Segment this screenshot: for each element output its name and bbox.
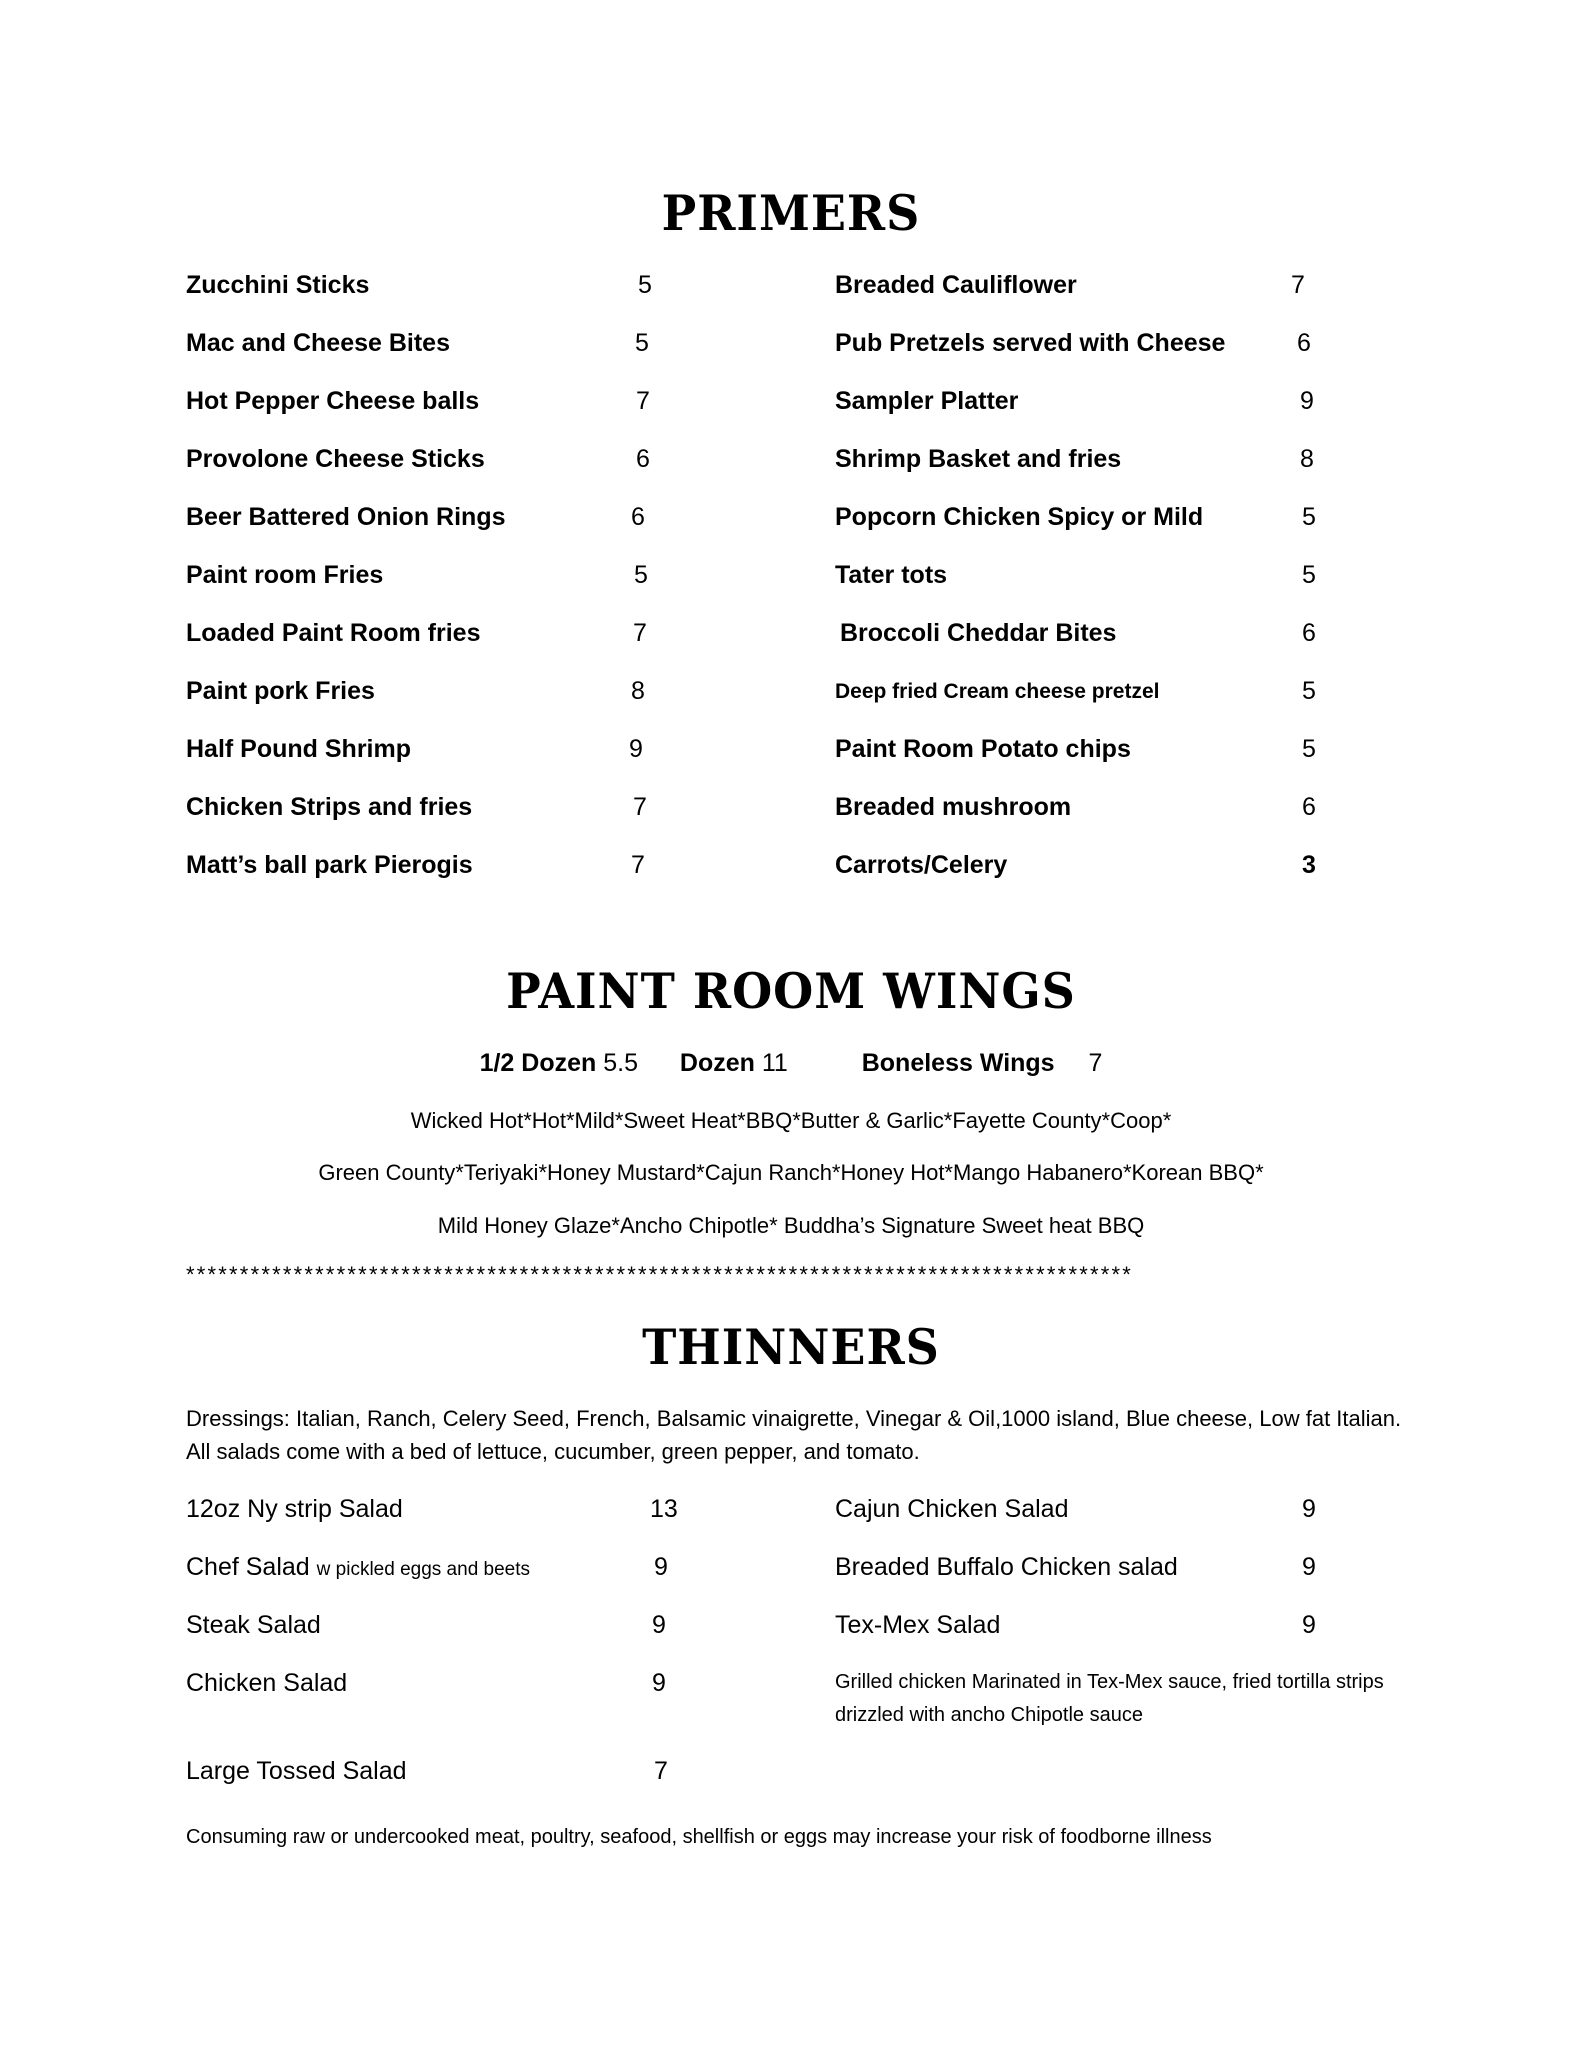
primer-item-name: Half Pound Shrimp <box>186 735 411 763</box>
primer-item-name: Sampler Platter <box>835 387 1019 415</box>
primer-item-name: Zucchini Sticks <box>186 271 370 299</box>
primer-item-price: 7 <box>631 851 645 879</box>
primer-item-price: 6 <box>636 445 650 473</box>
salad-item-price: 9 <box>652 1669 666 1697</box>
primer-item-name: Loaded Paint Room fries <box>186 619 481 647</box>
primer-item-name: Matt’s ball park Pierogis <box>186 851 473 879</box>
salad-item-name <box>186 1552 530 1585</box>
primer-item-name: Breaded mushroom <box>835 793 1072 821</box>
salad-item-name: Cajun Chicken Salad <box>835 1495 1069 1523</box>
primer-item-name: Mac and Cheese Bites <box>186 329 450 357</box>
salad-item-name-text: Chef Salad <box>186 1553 310 1581</box>
primer-item-price: 5 <box>1302 677 1316 705</box>
primer-item-price: 7 <box>633 793 647 821</box>
primer-item-price: 3 <box>1302 851 1316 879</box>
salad-item-price: 9 <box>1302 1495 1316 1523</box>
primer-item-price: 6 <box>1302 793 1316 821</box>
primer-item-name: Deep fried Cream cheese pretzel <box>835 680 1160 703</box>
primer-item-name: Chicken Strips and fries <box>186 793 473 821</box>
salad-item-name: Tex-Mex Salad <box>835 1611 1001 1639</box>
primer-item-price: 5 <box>634 561 648 589</box>
half-dozen-price: 5.5 <box>603 1049 638 1077</box>
primer-item-name: Paint Room Potato chips <box>835 735 1131 763</box>
primer-item-price: 5 <box>1302 503 1316 531</box>
half-dozen-label: 1/2 Dozen <box>479 1049 597 1077</box>
primer-item-price: 5 <box>638 271 652 299</box>
boneless-label: Boneless Wings <box>861 1049 1055 1077</box>
salad-item-price: 9 <box>1302 1611 1316 1639</box>
primer-item-price: 6 <box>631 503 645 531</box>
salad-item-price: 7 <box>654 1757 668 1785</box>
wings-title: PAINT ROOM WINGS <box>506 962 1076 1020</box>
primers-title: PRIMERS <box>661 184 921 242</box>
primer-item-price: 9 <box>629 735 643 763</box>
sauce-line-3: Mild Honey Glaze*Ancho Chipotle* Buddha’s Signature Sweet heat BBQ <box>437 1213 1145 1238</box>
salad-item-price: 13 <box>650 1495 678 1523</box>
primer-item-price: 8 <box>1300 445 1314 473</box>
dressings-text: Dressings: Italian, Ranch, Celery Seed, French, Balsamic vinaigrette, Vinegar & Oil,1000 island, Blue cheese, Low fat Italian. All salads come with a bed of lettuce, cucumber, green pepper, and tomato. <box>186 1406 1402 1464</box>
primer-item-name: Shrimp Basket and fries <box>835 445 1122 473</box>
salad-item-price: 9 <box>654 1553 668 1581</box>
wing-prices <box>0 1048 1582 1078</box>
dozen-label: Dozen <box>679 1049 755 1077</box>
dozen-price: 11 <box>761 1049 788 1077</box>
section-divider: **************************************************************************************** <box>186 1262 1134 1287</box>
boneless-price: 7 <box>1088 1049 1103 1077</box>
salad-item-name: Large Tossed Salad <box>186 1757 407 1785</box>
primer-item-name: Paint room Fries <box>186 561 384 589</box>
primer-item-price: 5 <box>1302 735 1316 763</box>
primer-item-name: Provolone Cheese Sticks <box>186 445 485 473</box>
primer-item-price: 7 <box>636 387 650 415</box>
primer-item-name: Popcorn Chicken Spicy or Mild <box>835 503 1204 531</box>
salad-item-note: w pickled eggs and beets <box>316 1559 531 1580</box>
primer-item-price: 5 <box>1302 561 1316 589</box>
primer-item-price: 9 <box>1300 387 1314 415</box>
primer-item-name: Paint pork Fries <box>186 677 375 705</box>
primer-item-name: Broccoli Cheddar Bites <box>840 619 1117 647</box>
primer-item-name: Pub Pretzels served with Cheese <box>835 329 1226 357</box>
salad-item-price: 9 <box>652 1611 666 1639</box>
primer-item-price: 6 <box>1302 619 1316 647</box>
salad-item-name: Steak Salad <box>186 1611 321 1639</box>
food-safety-notice: Consuming raw or undercooked meat, poultry, seafood, shellfish or eggs may increase your risk of foodborne illness <box>186 1826 1212 1848</box>
salad-item-name: 12oz Ny strip Salad <box>186 1495 403 1523</box>
primer-item-price: 7 <box>1291 271 1305 299</box>
salad-item-price: 9 <box>1302 1553 1316 1581</box>
primer-item-price: 7 <box>633 619 647 647</box>
sauce-line-1: Wicked Hot*Hot*Mild*Sweet Heat*BBQ*Butter & Garlic*Fayette County*Coop* <box>410 1108 1172 1133</box>
salad-item-name: Chicken Salad <box>186 1669 348 1697</box>
texmex-description: Grilled chicken Marinated in Tex-Mex sauce, fried tortilla strips drizzled with ancho Chipotle sauce <box>835 1671 1384 1726</box>
primer-item-name: Carrots/Celery <box>835 851 1008 879</box>
primer-item-name: Breaded Cauliflower <box>835 271 1077 299</box>
primer-item-price: 8 <box>631 677 645 705</box>
primer-item-name: Tater tots <box>835 561 948 589</box>
primer-item-price: 6 <box>1297 329 1311 357</box>
salad-item-name: Breaded Buffalo Chicken salad <box>835 1553 1178 1581</box>
primer-item-name: Hot Pepper Cheese balls <box>186 387 480 415</box>
primer-item-price: 5 <box>635 329 649 357</box>
thinners-title: THINNERS <box>642 1318 940 1376</box>
sauce-line-2: Green County*Teriyaki*Honey Mustard*Cajun Ranch*Honey Hot*Mango Habanero*Korean BBQ* <box>318 1160 1264 1185</box>
primer-item-name: Beer Battered Onion Rings <box>186 503 506 531</box>
